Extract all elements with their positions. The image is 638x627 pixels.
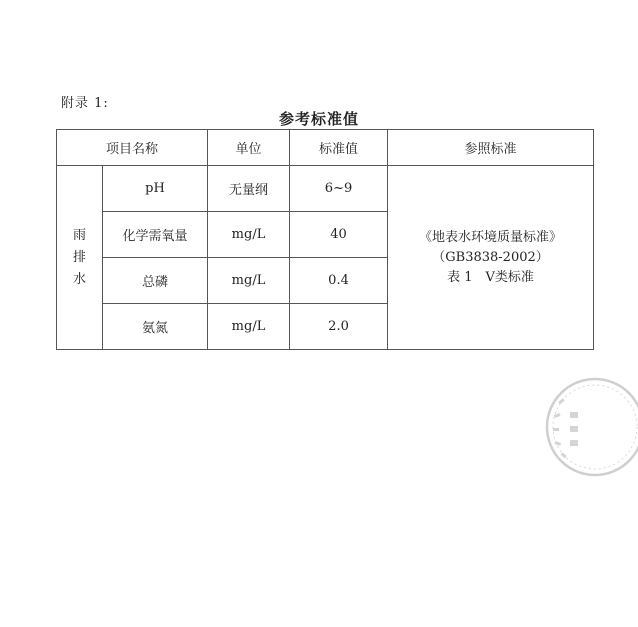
document-title: 参考标准值: [278, 110, 359, 128]
unit-cell: 无量纲: [208, 166, 290, 212]
official-seal-icon: [540, 372, 638, 482]
reference-standard-line: （GB3838-2002）: [432, 249, 549, 265]
group-label-char: 排: [72, 249, 86, 265]
header-reference-standard: 参照标准: [388, 130, 594, 166]
seal-markings: [553, 398, 578, 458]
appendix-label: 附录 1:: [61, 96, 109, 111]
table-header-row: [57, 130, 594, 166]
reference-standards-table: [56, 129, 594, 350]
seal-outer-ring: [547, 379, 638, 475]
unit-cell: mg/L: [208, 304, 290, 350]
item-name-cell: 化学需氧量: [103, 212, 208, 258]
reference-standard-line: 表 1 V类标准: [447, 269, 534, 285]
reference-standard-cell: [388, 166, 594, 350]
group-label-char: 水: [72, 271, 86, 287]
header-item-name: 项目名称: [57, 130, 208, 166]
standard-value-cell: 6~9: [290, 166, 388, 212]
item-name-cell: 总磷: [103, 258, 208, 304]
item-name-cell: 氨氮: [103, 304, 208, 350]
item-name-cell: pH: [103, 166, 208, 212]
reference-standard-line: 《地表水环境质量标准》: [419, 229, 563, 245]
group-label-char: 雨: [72, 227, 86, 243]
standard-value-cell: 0.4: [290, 258, 388, 304]
group-label-rainwater-discharge: [57, 166, 103, 350]
table-row: [57, 166, 594, 212]
header-unit: 单位: [208, 130, 290, 166]
unit-cell: mg/L: [208, 258, 290, 304]
unit-cell: mg/L: [208, 212, 290, 258]
standard-value-cell: 40: [290, 212, 388, 258]
standard-value-cell: 2.0: [290, 304, 388, 350]
header-standard-value: 标准值: [290, 130, 388, 166]
